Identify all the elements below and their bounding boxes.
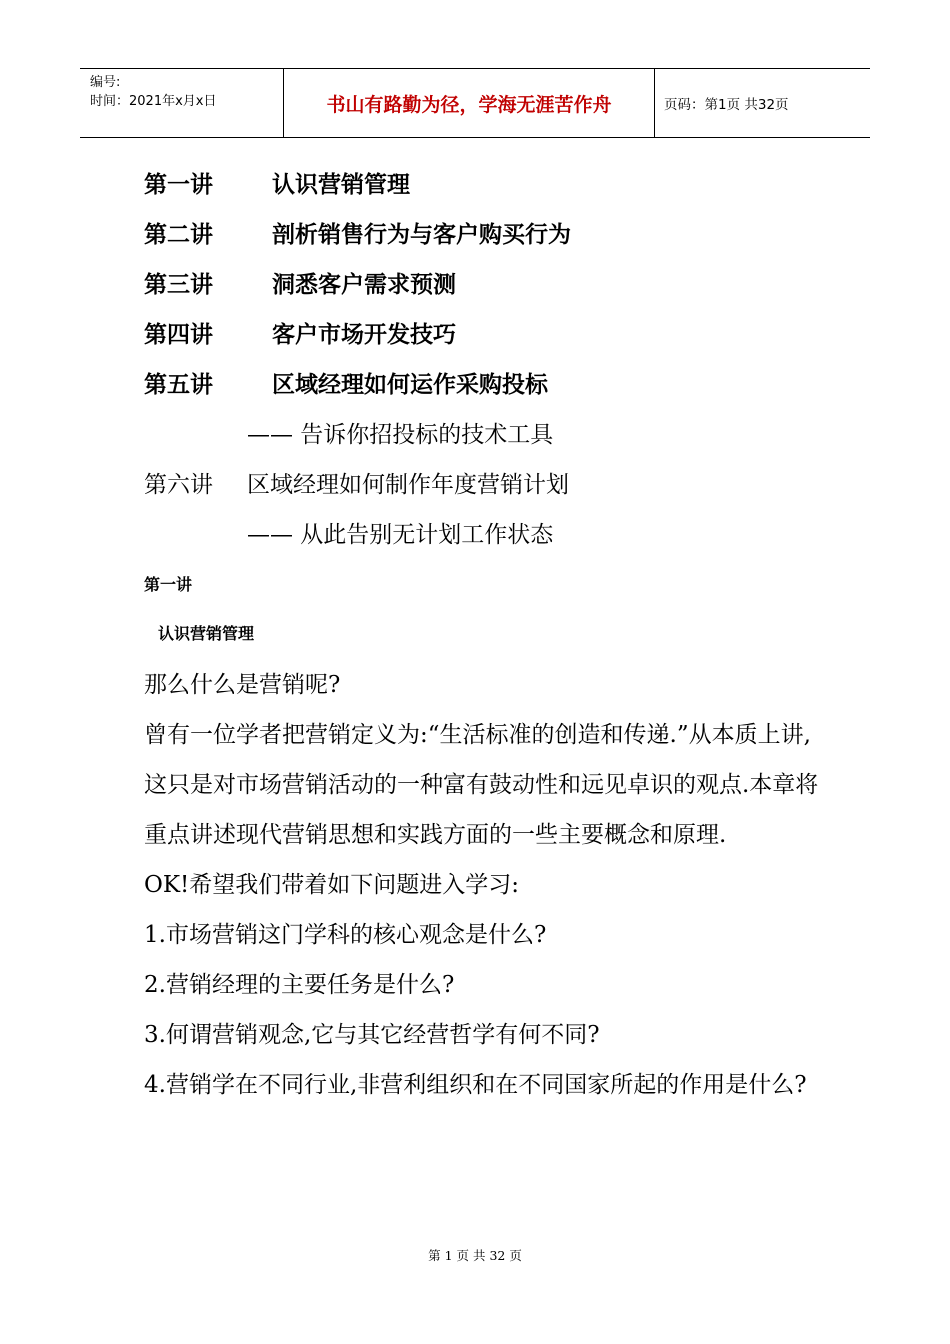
toc-item-number: 第四讲 xyxy=(144,322,213,348)
body-paragraph: 3.何谓营销观念,它与其它经营哲学有何不同? xyxy=(144,1022,600,1048)
date-label: 时间：2021年x月x日 xyxy=(90,94,217,109)
body-paragraph: 那么什么是营销呢? xyxy=(144,672,341,698)
toc-subtitle xyxy=(144,510,824,560)
toc-subtitle xyxy=(144,410,824,460)
toc-item-title: 区域经理如何制作年度营销计划 xyxy=(247,472,569,498)
toc-item xyxy=(144,260,824,310)
toc-item-number: 第三讲 xyxy=(144,272,213,298)
section-title-heading: 认识营销管理 xyxy=(158,624,255,643)
page-footer: 第 1 页 共 32 页 xyxy=(428,1248,522,1263)
toc-item xyxy=(144,160,824,210)
header-meta xyxy=(80,69,283,137)
toc-item-number: 第二讲 xyxy=(144,222,213,248)
table-of-contents xyxy=(144,160,824,560)
toc-item-title: 区域经理如何运作采购投标 xyxy=(272,372,548,398)
section-lecture-heading: 第一讲 xyxy=(144,575,193,594)
toc-item-title: 剖析销售行为与客户购买行为 xyxy=(272,222,571,248)
toc-item-title: 洞悉客户需求预测 xyxy=(272,272,456,298)
body-content xyxy=(144,660,824,1110)
header-motto: 书山有路勤为径，学海无涯苦作舟 xyxy=(283,69,655,137)
toc-subtitle-text: —— 告诉你招投标的技术工具 xyxy=(247,422,554,448)
body-paragraph: 2.营销经理的主要任务是什么? xyxy=(144,972,455,998)
body-paragraph: 4.营销学在不同行业,非营利组织和在不同国家所起的作用是什么? xyxy=(144,1072,807,1098)
toc-item xyxy=(144,360,824,410)
toc-item-number: 第五讲 xyxy=(144,372,213,398)
page-header xyxy=(80,68,870,138)
header-page-info: 页码：第1页 共32页 xyxy=(664,97,789,113)
toc-item xyxy=(144,310,824,360)
toc-subtitle-text: —— 从此告别无计划工作状态 xyxy=(247,522,554,548)
toc-item-number: 第六讲 xyxy=(144,472,213,498)
toc-item-title: 客户市场开发技巧 xyxy=(272,322,456,348)
toc-item-number: 第一讲 xyxy=(144,172,213,198)
number-label: 编号: xyxy=(90,75,121,90)
toc-item xyxy=(144,210,824,260)
toc-item xyxy=(144,460,824,510)
toc-item-title: 认识营销管理 xyxy=(272,172,410,198)
body-paragraph: OK!希望我们带着如下问题进入学习: xyxy=(144,872,520,898)
body-paragraph: 曾有一位学者把营销定义为:“生活标准的创造和传递.”从本质上讲,这只是对市场营销活动的一种富有鼓动性和远见卓识的观点.本章将重点讲述现代营销思想和实践方面的一些主要概念和原理. xyxy=(144,722,819,848)
body-paragraph: 1.市场营销这门学科的核心观念是什么? xyxy=(144,922,547,948)
